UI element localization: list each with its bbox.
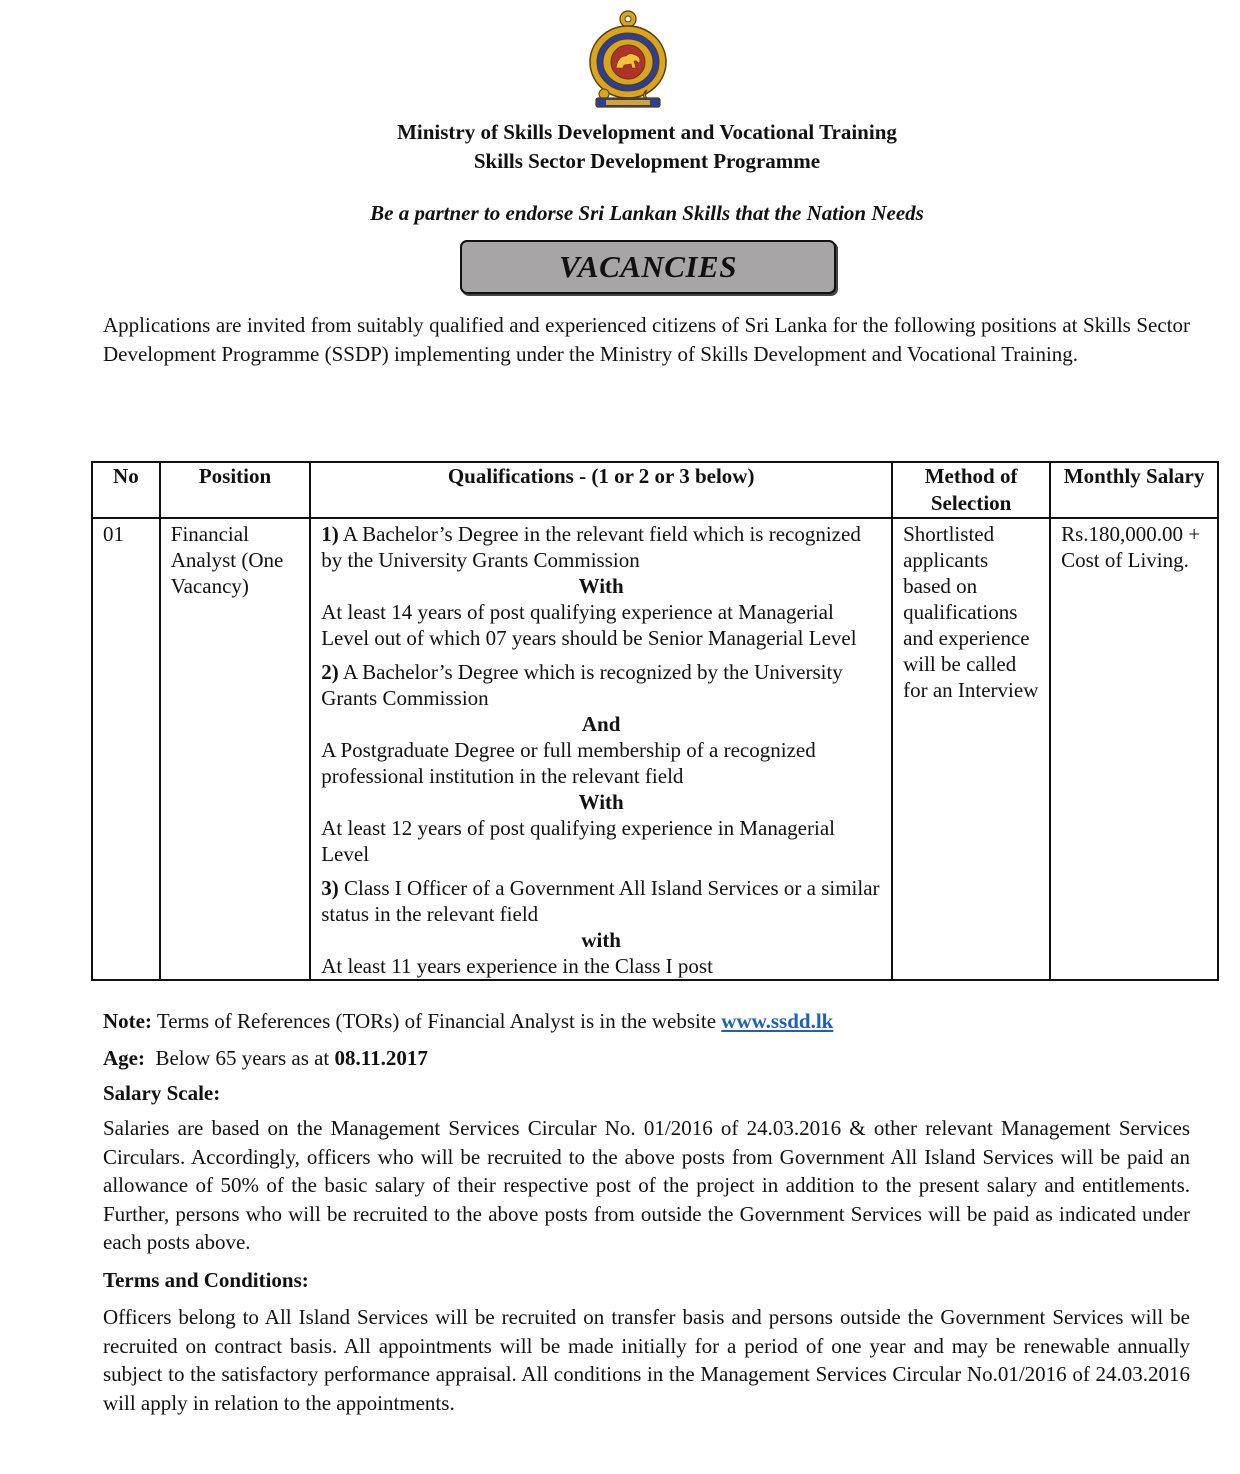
header-qualifications: Qualifications - (1 or 2 or 3 below) xyxy=(310,462,892,518)
cell-position: Financial Analyst (One Vacancy) xyxy=(160,518,310,980)
salary-scale-paragraph: Salaries are based on the Management Services Circular No. 01/2016 of 24.03.2016 & other relevant Management Services Circulars. Accordingly, officers who will be recruited to the above posts from Government All Island Services will be paid an allowance of 50% of the basic salary of their respective post of the project in addition to the present salary and entitlements. Further, persons who will be recruited to the above posts from outside the Government Services will be paid as indicated under each posts above. xyxy=(103,1116,1190,1254)
header-salary: Monthly Salary xyxy=(1050,462,1218,518)
sri-lanka-emblem-icon xyxy=(586,10,670,110)
option-number: 2) xyxy=(321,660,339,684)
note-text: Terms of References (TORs) of Financial Analyst is in the website xyxy=(156,1009,717,1033)
option-text: At least 11 years experience in the Class I post xyxy=(321,954,713,978)
option-text: Class I Officer of a Government All Island Services or a similar status in the relevant field xyxy=(321,876,880,926)
option-number: 3) xyxy=(321,876,339,900)
qualification-option-3 xyxy=(321,875,881,979)
vacancies-title: VACANCIES xyxy=(559,249,737,284)
note-line xyxy=(103,1009,833,1034)
age-label: Age: xyxy=(103,1046,145,1070)
option-text: A Postgraduate Degree or full membership of a recognized professional institution in the relevant field xyxy=(321,738,816,788)
note-label: Note: xyxy=(103,1009,152,1033)
header-no: No xyxy=(92,462,160,518)
age-line xyxy=(103,1046,428,1071)
header-method: Method of Selection xyxy=(892,462,1050,518)
connector: And xyxy=(581,712,621,736)
salary-scale-heading: Salary Scale: xyxy=(103,1081,221,1105)
cell-method: Shortlisted applicants based on qualifications and experience will be called for an Interview xyxy=(892,518,1050,980)
connector: With xyxy=(578,790,624,814)
age-text: Below 65 years as at xyxy=(155,1046,330,1070)
connector: With xyxy=(578,574,624,598)
intro-paragraph: Applications are invited from suitably qualified and experienced citizens of Sri Lanka for the following positions at Skills Sector Development Programme (SSDP) implementing under the Ministry of Skills Development and Vocational Training. xyxy=(103,313,1190,366)
header-position: Position xyxy=(160,462,310,518)
table-row xyxy=(92,518,1218,980)
option-text: A Bachelor’s Degree which is recognized by the University Grants Commission xyxy=(321,660,843,710)
cell-salary: Rs.180,000.00 + Cost of Living. xyxy=(1050,518,1218,980)
vacancy-table xyxy=(91,461,1219,981)
option-text: At least 12 years of post qualifying experience in Managerial Level xyxy=(321,816,835,866)
ministry-name: Ministry of Skills Development and Vocational Training xyxy=(397,120,897,144)
cell-qualifications xyxy=(310,518,892,980)
programme-name: Skills Sector Development Programme xyxy=(473,149,821,173)
tagline: Be a partner to endorse Sri Lankan Skills that the Nation Needs xyxy=(370,201,924,225)
vacancies-title-box xyxy=(460,240,836,294)
cell-no: 01 xyxy=(92,518,160,980)
option-text: At least 14 years of post qualifying experience at Managerial Level out of which 07 years should be Senior Managerial Level xyxy=(321,600,857,650)
qualification-option-1 xyxy=(321,521,881,651)
age-date: 08.11.2017 xyxy=(334,1046,428,1070)
connector: with xyxy=(581,928,621,952)
table-header-row xyxy=(92,462,1218,518)
terms-heading: Terms and Conditions: xyxy=(103,1268,309,1292)
website-link[interactable]: www.ssdd.lk xyxy=(721,1009,834,1033)
option-text: A Bachelor’s Degree in the relevant field which is recognized by the University Grants Commission xyxy=(321,522,861,572)
option-number: 1) xyxy=(321,522,339,546)
terms-paragraph: Officers belong to All Island Services will be recruited on transfer basis and persons outside the Government Services will be recruited on contract basis. All appointments will be made initially for a period of one year and may be renewable annually subject to the satisfactory performance appraisal. All conditions in the Management Services Circular No.01/2016 of 24.03.2016 will apply in relation to the appointments. xyxy=(103,1305,1190,1415)
qualification-option-2 xyxy=(321,659,881,867)
